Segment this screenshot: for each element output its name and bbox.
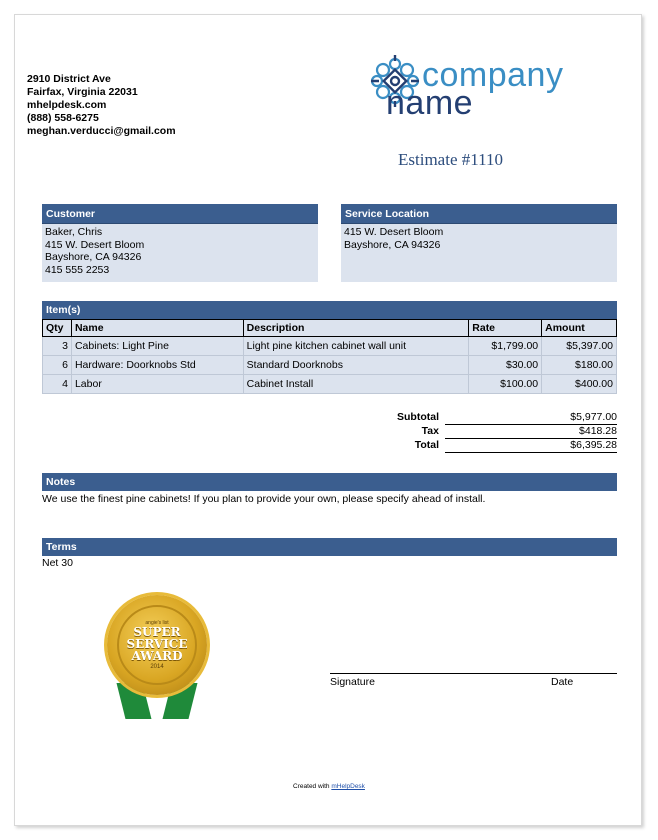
address-line: Fairfax, Virginia 22031 — [27, 86, 138, 98]
customer-line: 415 555 2253 — [45, 263, 110, 276]
table-header-row — [43, 320, 617, 337]
service-location-box — [341, 204, 617, 282]
terms-heading: Terms — [42, 538, 617, 556]
badge-line-super: SUPER — [133, 625, 181, 639]
description-cell: Standard Doorknobs — [243, 356, 469, 375]
tax-value: $418.28 — [445, 425, 617, 439]
logo-text-name: name — [386, 84, 474, 122]
customer-line: Bayshore, CA 94326 — [45, 251, 142, 263]
totals-block — [370, 411, 617, 453]
service-location-line: 415 W. Desert Bloom — [344, 226, 444, 238]
signature-label: Signature — [330, 676, 375, 688]
amount-cell: $180.00 — [542, 356, 617, 375]
column-header: Qty — [43, 320, 72, 337]
total-value: $6,395.28 — [445, 439, 617, 453]
tax-label: Tax — [421, 425, 439, 437]
badge-line-award: AWARD — [131, 649, 183, 663]
subtotal-value: $5,977.00 — [445, 411, 617, 425]
estimate-title: Estimate #1110 — [398, 150, 503, 169]
logo-text-company: company — [422, 56, 564, 94]
badge-year: 2014 — [150, 664, 164, 670]
customer-heading: Customer — [42, 204, 318, 224]
mhelpdesk-link[interactable]: mHelpDesk — [331, 783, 365, 790]
name-cell: Hardware: Doorknobs Std — [71, 356, 243, 375]
total-label: Total — [414, 439, 439, 451]
notes-text: We use the finest pine cabinets! If you plan to provide your own, please specify ahead of install. — [42, 493, 486, 505]
rate-cell: $1,799.00 — [469, 337, 542, 356]
description-cell: Light pine kitchen cabinet wall unit — [243, 337, 469, 356]
subtotal-row — [370, 411, 617, 425]
customer-box — [42, 204, 318, 282]
customer-line: 415 W. Desert Bloom — [45, 238, 145, 251]
amount-cell: $400.00 — [542, 375, 617, 394]
badge-brand-text: angie's list — [145, 620, 169, 626]
subtotal-label: Subtotal — [397, 411, 439, 423]
badge-line-service: SERVICE — [126, 637, 188, 651]
rate-cell: $30.00 — [469, 356, 542, 375]
signature-line — [330, 673, 617, 674]
total-row — [370, 439, 617, 453]
qty-cell: 3 — [43, 337, 72, 356]
service-location-heading: Service Location — [341, 204, 617, 224]
column-header: Name — [71, 320, 243, 337]
column-header: Description — [243, 320, 469, 337]
company-logo — [350, 36, 590, 128]
notes-heading: Notes — [42, 473, 617, 491]
terms-text: Net 30 — [42, 557, 73, 569]
items-table — [42, 319, 617, 394]
name-cell: Cabinets: Light Pine — [71, 337, 243, 356]
email-text: meghan.verducci@gmail.com — [27, 125, 176, 137]
table-row — [43, 375, 617, 394]
address-line: 2910 District Ave — [27, 73, 111, 85]
column-header: Amount — [542, 320, 617, 337]
super-service-award-badge — [103, 595, 211, 723]
amount-cell: $5,397.00 — [542, 337, 617, 356]
tax-row — [370, 425, 617, 439]
date-label: Date — [551, 676, 574, 688]
items-heading: Item(s) — [42, 301, 617, 319]
service-location-line: Bayshore, CA 94326 — [344, 238, 441, 251]
qty-cell: 6 — [43, 356, 72, 375]
name-cell: Labor — [71, 375, 243, 394]
rate-cell: $100.00 — [469, 375, 542, 394]
footer-prefix: Created with — [293, 783, 332, 790]
qty-cell: 4 — [43, 375, 72, 394]
footer — [0, 783, 658, 790]
badge-inner-ring — [117, 605, 197, 685]
column-header: Rate — [469, 320, 542, 337]
customer-line: Baker, Chris — [45, 226, 103, 238]
phone-text: (888) 558-6275 — [27, 112, 99, 124]
table-row — [43, 356, 617, 375]
website-text: mhelpdesk.com — [27, 99, 107, 111]
table-row — [43, 337, 617, 356]
company-address — [27, 73, 176, 138]
description-cell: Cabinet Install — [243, 375, 469, 394]
